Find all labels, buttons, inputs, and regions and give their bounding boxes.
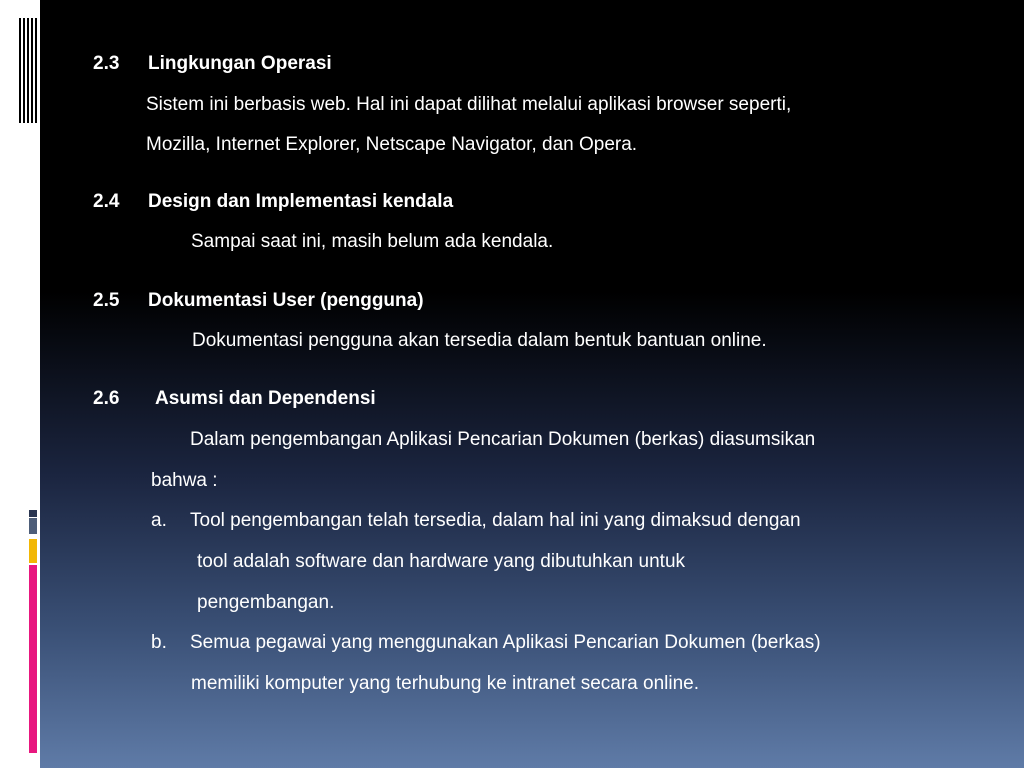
section-2-4-title: Design dan Implementasi kendala [148, 191, 454, 212]
navy-accent-block [29, 510, 37, 517]
list-item-a-line-1: Tool pengembangan telah tersedia, dalam hal ini yang dimaksud dengan [190, 510, 801, 531]
slate-accent-block [29, 518, 37, 534]
section-2-6-line-2: bahwa : [151, 470, 218, 491]
section-2-5-line-1: Dokumentasi pengguna akan tersedia dalam bentuk bantuan online. [192, 330, 767, 351]
section-2-6-title: Asumsi dan Dependensi [155, 388, 376, 409]
section-2-4-number: 2.4 [93, 191, 120, 212]
section-2-5-number: 2.5 [93, 290, 120, 311]
list-item-a-marker: a. [151, 510, 167, 531]
list-item-b-line-2: memiliki komputer yang terhubung ke intranet secara online. [191, 673, 699, 694]
list-item-a-line-2: tool adalah software dan hardware yang dibutuhkan untuk [197, 551, 686, 572]
section-2-4-line-1: Sampai saat ini, masih belum ada kendala. [191, 231, 554, 252]
section-2-3-line-2: Mozilla, Internet Explorer, Netscape Navigator, dan Opera. [146, 134, 638, 155]
list-item-b-line-1: Semua pegawai yang menggunakan Aplikasi Pencarian Dokumen (berkas) [190, 632, 821, 653]
section-2-3-title: Lingkungan Operasi [148, 53, 332, 74]
vertical-stripes-decoration [19, 18, 37, 123]
list-item-b-marker: b. [151, 632, 167, 653]
pink-accent-block [29, 565, 37, 753]
gold-accent-block [29, 539, 37, 563]
section-2-3-line-1: Sistem ini berbasis web. Hal ini dapat dilihat melalui aplikasi browser seperti, [146, 94, 792, 115]
section-2-5-title: Dokumentasi User (pengguna) [148, 290, 424, 311]
section-2-3-number: 2.3 [93, 53, 120, 74]
section-2-6-line-1: Dalam pengembangan Aplikasi Pencarian Dokumen (berkas) diasumsikan [190, 429, 816, 450]
section-2-6-number: 2.6 [93, 388, 120, 409]
list-item-a-line-3: pengembangan. [197, 592, 335, 613]
